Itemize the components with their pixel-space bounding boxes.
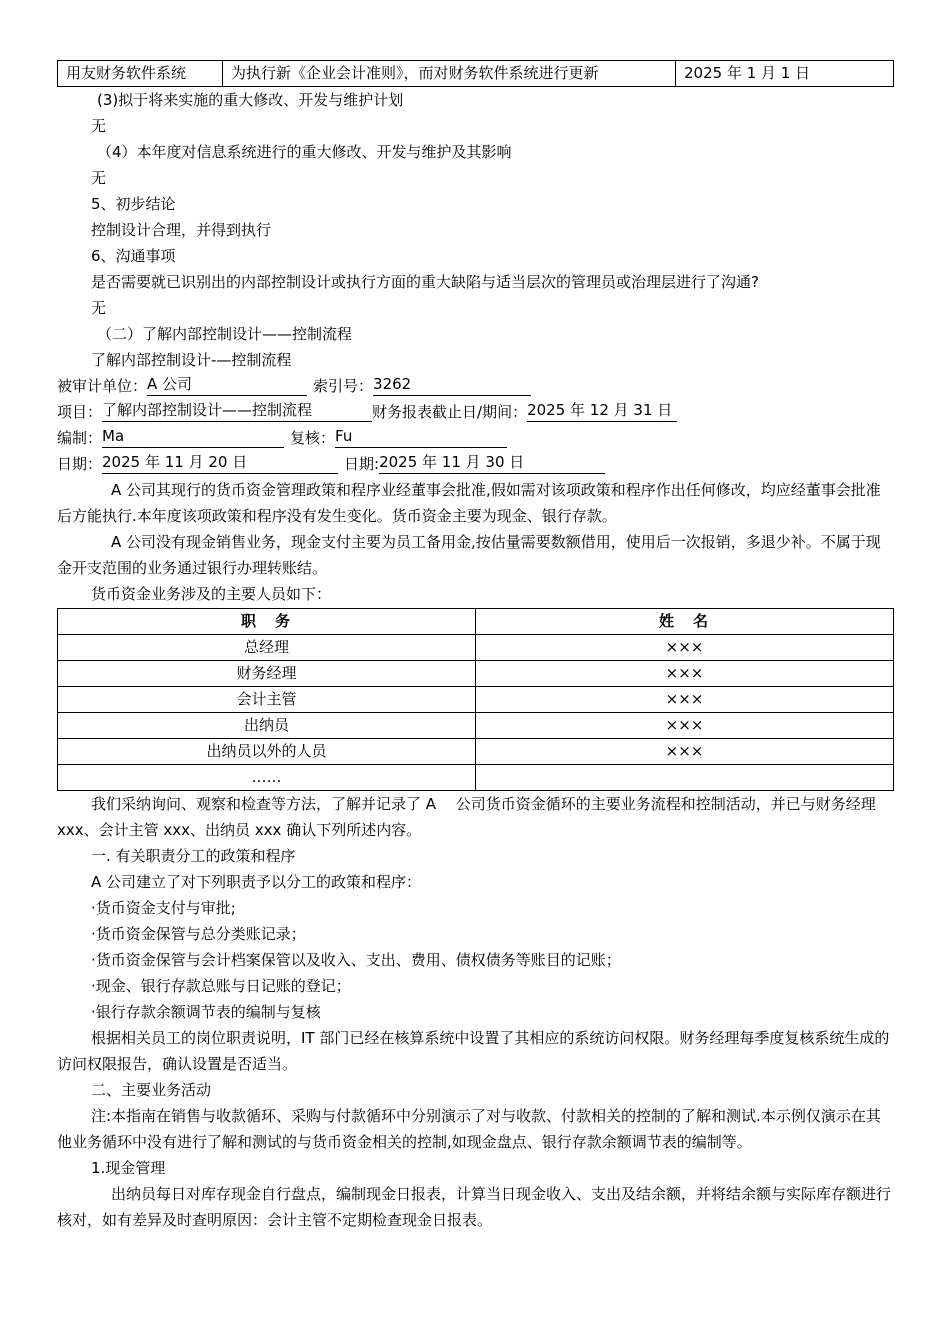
header-line-3	[57, 425, 893, 451]
role-position: ……	[58, 765, 476, 791]
duty-title: 一. 有关职责分工的政策和程序	[91, 847, 296, 865]
software-change-table	[57, 60, 894, 87]
table-row	[58, 661, 894, 687]
sec6-title: 6、沟通事项	[91, 247, 176, 265]
reviewer-label: 复核：	[290, 429, 336, 447]
sec5-title: 5、初步结论	[91, 195, 176, 213]
duty-item: ·货币资金保管与总分类账记录；	[91, 925, 306, 943]
header-line-1	[57, 373, 893, 399]
role-position: 总经理	[58, 635, 476, 661]
role-position: 会计主管	[58, 687, 476, 713]
role-name: ×××	[476, 739, 894, 765]
sec3-title: (3)拟于将来实施的重大修改、开发与维护计划	[97, 91, 404, 109]
period-value: 2025 年 12 月 31 日	[527, 399, 677, 422]
sec6-question: 是否需要就已识别出的内部控制设计或执行方面的重大缺陷与适当层次的管理员或治理层进行了沟通?	[91, 273, 759, 291]
roles-table	[57, 608, 894, 791]
date1-label: 日期：	[57, 455, 103, 473]
software-name-cell: 用友财务软件系统	[58, 61, 223, 87]
role-position: 财务经理	[58, 661, 476, 687]
sec5-answer: 控制设计合理，并得到执行	[91, 221, 272, 239]
software-change-cell: 为执行新《企业会计准则》，而对财务软件系统进行更新	[223, 61, 676, 87]
table-row	[58, 739, 894, 765]
role-name: ×××	[476, 713, 894, 739]
duty-item: ·银行存款余额调节表的编制与复核	[91, 1003, 321, 1021]
main-activities-note: 注:本指南在销售与收款循环、采购与付款循环中分别演示了对与收款、付款相关的控制的了解和测试.本示例仅演示在其他业务循环中没有进行了解和测试的与货币资金相关的控制,如现金盘点、银行存款余额调节表的编制等。	[57, 1107, 881, 1151]
duty-item: ·货币资金保管与会计档案保管以及收入、支出、费用、债权债务等账目的记账；	[91, 951, 621, 969]
role-position: 出纳员	[58, 713, 476, 739]
index-label: 索引号：	[313, 377, 374, 395]
auditee-value: A 公司	[147, 373, 307, 396]
period-label: 财务报表截止日/期间：	[372, 403, 528, 421]
sec3-answer: 无	[91, 117, 107, 135]
duty-intro: A 公司建立了对下列职责予以分工的政策和程序：	[91, 873, 422, 891]
intro-paragraph-2: A 公司没有现金销售业务，现金支付主要为员工备用金,按估量需要数额借用，使用后一次报销，多退少补。不属于现金开支范围的业务通过银行办理转账结。	[57, 533, 881, 577]
table-row	[58, 713, 894, 739]
role-name	[476, 765, 894, 791]
table-row	[58, 61, 894, 87]
preparer-label: 编制：	[57, 429, 103, 447]
roles-header-row	[58, 609, 894, 635]
project-label: 项目：	[57, 403, 103, 421]
role-name: ×××	[476, 635, 894, 661]
date2-value: 2025 年 11 月 30 日	[379, 451, 605, 474]
role-name: ×××	[476, 687, 894, 713]
preparer-value: Ma	[102, 425, 284, 448]
roles-header-name: 姓 名	[476, 609, 894, 635]
duty-item: ·现金、银行存款总账与日记账的登记；	[91, 977, 351, 995]
table-row	[58, 687, 894, 713]
project-value: 了解内部控制设计——控制流程	[102, 399, 372, 422]
intro-paragraph-1: A 公司其现行的货币资金管理政策和程序业经董事会批准,假如需对该项政策和程序作出任何修改，均应经董事会批准后方能执行.本年度该项政策和程序没有发生变化。货币资金主要为现金、银行存款。	[57, 481, 881, 525]
intro-paragraph-3: 货币资金业务涉及的主要人员如下：	[91, 585, 332, 603]
roles-header-position: 职 务	[58, 609, 476, 635]
date2-label: 日期:	[344, 455, 380, 473]
duty-note: 根据相关员工的岗位职责说明，IT 部门已经在核算系统中设置了其相应的系统访问权限。财务经理每季度复核系统生成的访问权限报告，确认设置是否适当。	[57, 1029, 890, 1073]
duty-item: ·货币资金支付与审批;	[91, 899, 236, 917]
table-row	[58, 765, 894, 791]
software-date-cell: 2025 年 1 月 1 日	[676, 61, 894, 87]
reviewer-value: Fu	[335, 425, 507, 448]
part2-title: （二）了解内部控制设计——控制流程	[97, 325, 353, 343]
sec4-answer: 无	[91, 169, 107, 187]
cash-management-title: 1.现金管理	[91, 1159, 166, 1177]
role-name: ×××	[476, 661, 894, 687]
date1-value: 2025 年 11 月 20 日	[102, 451, 338, 474]
method-paragraph: 我们采纳询问、观察和检查等方法，了解并记录了 A 公司货币资金循环的主要业务流程和控制活动，并已与财务经理 xxx、会计主管 xxx、出纳员 xxx 确认下列所述内容。	[57, 795, 876, 839]
sec4-title: （4）本年度对信息系统进行的重大修改、开发与维护及其影响	[97, 143, 512, 161]
part2-subtitle: 了解内部控制设计-—控制流程	[91, 351, 292, 369]
header-line-4	[57, 451, 893, 477]
table-row	[58, 635, 894, 661]
index-value: 3262	[373, 373, 531, 396]
auditee-label: 被审计单位：	[57, 377, 148, 395]
role-position: 出纳员以外的人员	[58, 739, 476, 765]
cash-management-text: 出纳员每日对库存现金自行盘点，编制现金日报表，计算当日现金收入、支出及结余额，并将结余额与实际库存额进行核对，如有差异及时查明原因：会计主管不定期检查现金日报表。	[57, 1185, 892, 1229]
document-content	[57, 60, 893, 1233]
header-line-2	[57, 399, 893, 425]
sec6-answer: 无	[91, 299, 107, 317]
main-activities-title: 二、主要业务活动	[91, 1081, 212, 1099]
